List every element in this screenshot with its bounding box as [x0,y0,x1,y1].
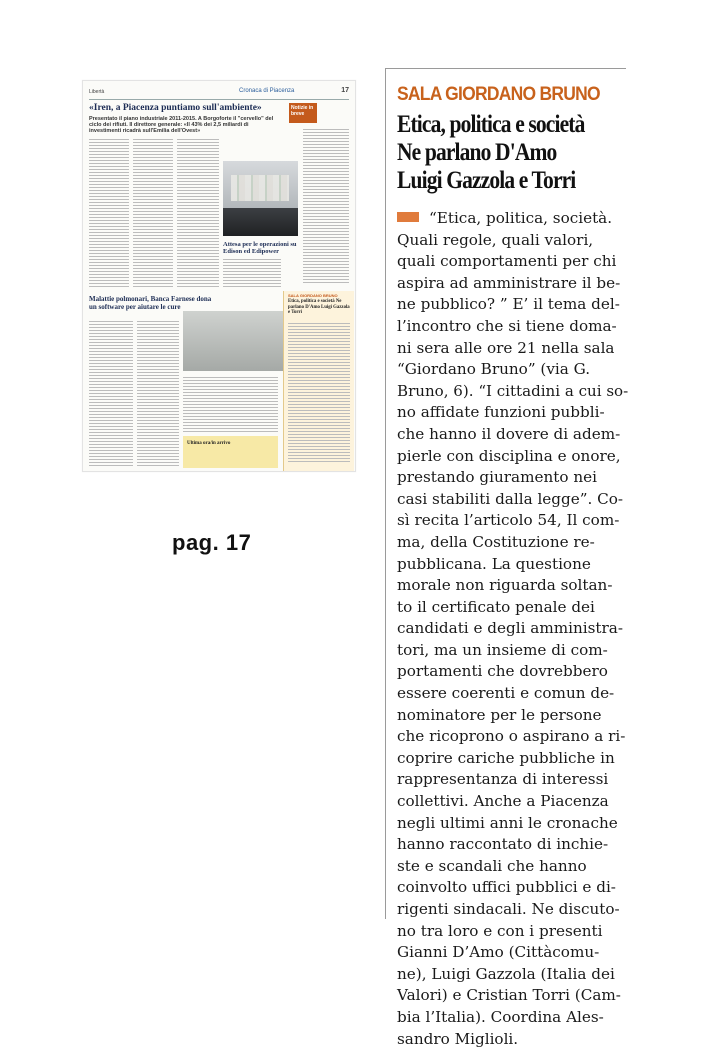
article-body-line [397,446,628,468]
article-body-line-text: essere coerenti e comun de- [397,684,615,703]
article-body-line-text: Bruno, 6). “I cittadini a cui so- [397,381,629,400]
article-kicker: SALA GIORDANO BRUNO [397,84,600,105]
article-body-line-text: negli ultimi anni le cronache [397,813,618,832]
article-title-line: Etica, politica e società [397,111,585,138]
thumbnail-text-column [303,129,349,284]
article-body-line-text: pierle con disciplina e onore, [397,446,621,465]
article-body-line-text: quali comportamenti per chi [397,252,617,271]
article-body-line-text: ne pubblico? ” E’ il tema del- [397,295,620,314]
article-body-line [397,899,628,921]
article-body-line [397,251,628,273]
article-body-line [397,597,628,619]
article-body-line-text: hanno raccontato di inchie- [397,835,609,854]
article-body [397,208,628,1050]
article-body-line [397,294,628,316]
article-body-line-text: portamenti che dovrebbero [397,662,608,681]
article-body-line-text: ste e scandali che hanno [397,856,587,875]
article-body-line [397,791,628,813]
article-body-line-text: prestando giuramento nei [397,468,597,487]
thumbnail-subheadline: Presentato il piano industriale 2011-2015. A Borgoforte il "cervello" del ciclo dei rifiuti. Il direttore generale: «Il 43% dei 2,5 miliardi di investimenti ricadrà sull'Emilia dell'Ovest» [89,116,274,134]
article-body-line [397,230,628,252]
article-body-line-text: morale non riguarda soltan- [397,576,613,595]
thumbnail-highlighted-article [283,291,354,471]
thumbnail-box-kicker: SALA GIORDANO BRUNO [288,293,338,298]
article-body-line [397,532,628,554]
newspaper-page-thumbnail[interactable] [82,80,356,472]
article-body-line-text: collettivi. Anche a Piacenza [397,792,609,811]
article-body-line [397,748,628,770]
thumbnail-text-column [223,259,281,289]
article-body-line-text: rappresentanza di interessi [397,770,609,789]
thumbnail-text-column [288,323,350,463]
clipping-left-rule [385,68,386,919]
thumbnail-text-column [183,377,278,432]
article-body-line [397,554,628,576]
thumbnail-breaking-box [183,436,278,468]
article-body-line [397,1029,628,1050]
article-body-line-text: ne), Luigi Gazzola (Italia dei [397,964,615,983]
article-body-line-text: no affidate funzioni pubbli- [397,403,605,422]
thumbnail-text-column [133,139,173,289]
thumbnail-section: Cronaca di Piacenza [239,88,295,94]
thumbnail-masthead: Libertà [89,89,105,95]
article-body-line [397,618,628,640]
paragraph-marker-icon [397,212,419,222]
thumbnail-box-title: Etica, politica e società Ne parlano D'Amo Luigi Gazzola e Torri [288,299,350,315]
article-body-line [397,273,628,295]
article-body-line [397,921,628,943]
article-body-line-text: “Etica, politica, società. [429,209,613,227]
article-body-line [397,877,628,899]
article-body-line-text: casi stabiliti dalla legge”. Co- [397,489,624,508]
article-body-line-text: ni sera alle ore 21 nella sala [397,338,615,357]
clipping-top-rule [385,68,626,69]
article-body-line [397,726,628,748]
thumbnail-text-column [89,321,133,466]
thumbnail-headline: «Iren, a Piacenza puntiamo sull'ambiente» [89,103,262,113]
article-body-line-text: “Giordano Bruno” (via G. [397,360,591,379]
article-body-line-text: tori, ma un insieme di com- [397,640,608,659]
article-body-line-text: Quali regole, quali valori, [397,230,594,249]
article-body-line-text: rigenti sindacali. Ne discuto- [397,900,620,918]
article-body-line [397,640,628,662]
article-body-line-text: to il certificato penale dei [397,597,595,616]
article-body-line [397,834,628,856]
article-body-line [397,813,628,835]
thumbnail-header [89,87,349,100]
thumbnail-breaking-title: Ultima ora/in arrivo [187,441,231,446]
thumbnail-text-column [89,139,129,289]
article-body-line [397,208,628,230]
thumbnail-news-tag: Notizie in breve [289,103,317,123]
article-body-line-text: Valori) e Cristian Torri (Cam- [397,986,621,1005]
article-title-line: Luigi Gazzola e Torri [397,167,576,194]
article-body-line [397,575,628,597]
article-body-line [397,856,628,878]
article-body-line-text: candidati e degli amministra- [397,619,623,638]
article-body-line [397,402,628,424]
article-body-line [397,1007,628,1029]
article-body-line-text: l’incontro che si tiene doma- [397,316,617,335]
article-body-line [397,467,628,489]
article-body-line-text: che hanno il dovere di adem- [397,424,621,443]
article-body-line [397,424,628,446]
article-body-line [397,489,628,511]
article-body-line-text: sandro Miglioli. [397,1029,519,1048]
article-title-line: Ne parlano D'Amo [397,139,557,166]
page-reference-label: pag. 17 [172,530,252,555]
article-body-line-text: pubblicana. La questione [397,554,591,573]
article-body-line [397,381,629,403]
article-body-line-text: no tra loro e con i presenti [397,921,603,940]
article-body-line [397,661,628,683]
article-body-line [397,316,628,338]
article-body-line [397,705,628,727]
article-body-line-text: Gianni D’Amo (Cittàcomu- [397,943,600,962]
article-body-line [397,942,628,964]
thumbnail-second-photo [183,311,283,371]
thumbnail-second-headline: Attesa per le operazioni su Edison ed Edipower [223,241,297,255]
thumbnail-text-column [177,139,219,289]
article-body-line [397,338,628,360]
article-title [397,111,637,195]
article-body-line-text: nominatore per le persone [397,705,602,724]
article-body-line-text: coinvolto uffici pubblici e di- [397,878,616,897]
thumbnail-conference-photo [223,161,298,236]
thumbnail-third-headline: Malattie polmonari, Banca Farnese dona un software per aiutare le cure [89,295,212,311]
article-body-line-text: sì recita l’articolo 54, Il com- [397,511,620,530]
thumbnail-page-number: 17 [341,87,349,94]
thumbnail-text-column [137,321,179,466]
article-body-line-text: ma, della Costituzione re- [397,532,595,551]
article-body-line [397,510,628,532]
article-body-line-text: coprire cariche pubbliche in [397,748,615,767]
article-body-line [397,769,628,791]
article-body-line [397,359,628,381]
article-body-line [397,985,628,1007]
article-body-line [397,683,628,705]
article-body-line-text: bia l’Italia). Coordina Ales- [397,1007,604,1026]
article-body-line-text: aspira ad amministrare il be- [397,273,621,292]
article-body-line-text: che ricoprono o aspirano a ri- [397,727,626,746]
